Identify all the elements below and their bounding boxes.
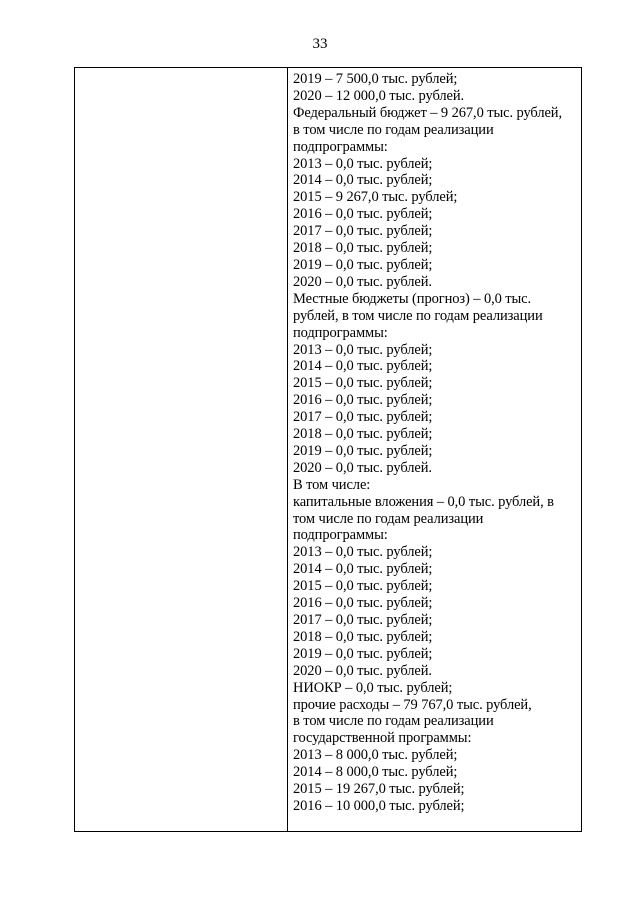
text-line: 2020 – 0,0 тыс. рублей.: [293, 662, 432, 679]
text-line: 2015 – 0,0 тыс. рублей;: [293, 578, 433, 595]
text-line: 2020 – 12 000,0 тыс. рублей.: [293, 87, 465, 104]
text-line: 2013 – 0,0 тыс. рублей;: [293, 544, 433, 561]
text-line: капитальные вложения – 0,0 тыс. рублей, в: [293, 493, 554, 510]
page-number: 33: [312, 36, 328, 52]
text-line: Федеральный бюджет – 9 267,0 тыс. рублей,: [293, 104, 562, 121]
text-line: том числе по годам реализации: [293, 510, 484, 527]
text-line: НИОКР – 0,0 тыс. рублей;: [293, 679, 453, 696]
text-line: 2016 – 0,0 тыс. рублей;: [293, 392, 433, 409]
text-line: 2016 – 10 000,0 тыс. рублей;: [293, 797, 465, 814]
funding-table: [74, 67, 582, 832]
text-line: рублей, в том числе по годам реализации: [293, 307, 543, 324]
text-line: 2014 – 8 000,0 тыс. рублей;: [293, 764, 458, 781]
text-line: 2016 – 0,0 тыс. рублей;: [293, 595, 433, 612]
table-left-cell: [75, 68, 287, 831]
column-divider: [287, 68, 288, 831]
text-line: 2015 – 9 267,0 тыс. рублей;: [293, 189, 458, 206]
text-line: подпрограммы:: [293, 527, 388, 544]
text-line: подпрограммы:: [293, 138, 388, 155]
text-line: 2017 – 0,0 тыс. рублей;: [293, 612, 433, 628]
text-line: 2020 – 0,0 тыс. рублей.: [293, 273, 432, 290]
text-line: 2017 – 0,0 тыс. рублей;: [293, 409, 433, 426]
text-line: 2018 – 0,0 тыс. рублей;: [293, 628, 433, 645]
text-line: прочие расходы – 79 767,0 тыс. рублей,: [293, 696, 532, 713]
text-line: государственной программы:: [293, 730, 472, 747]
text-line: 2015 – 0,0 тыс. рублей;: [293, 375, 433, 392]
text-line: 2019 – 7 500,0 тыс. рублей;: [293, 71, 458, 87]
text-line: В том числе:: [293, 476, 371, 493]
text-line: в том числе по годам реализации: [293, 121, 494, 138]
text-line: 2017 – 0,0 тыс. рублей;: [293, 223, 433, 240]
text-line: 2014 – 0,0 тыс. рублей;: [293, 358, 433, 375]
text-line: 2018 – 0,0 тыс. рублей;: [293, 426, 433, 443]
text-line: 2013 – 0,0 тыс. рублей;: [293, 341, 433, 358]
text-line: 2019 – 0,0 тыс. рублей;: [293, 256, 433, 273]
text-line: 2018 – 0,0 тыс. рублей;: [293, 240, 433, 257]
text-line: Местные бюджеты (прогноз) – 0,0 тыс.: [293, 290, 532, 307]
text-line: подпрограммы:: [293, 324, 388, 341]
text-line: 2014 – 0,0 тыс. рублей;: [293, 561, 433, 578]
table-right-cell: [293, 71, 579, 815]
text-line: 2013 – 0,0 тыс. рублей;: [293, 155, 433, 172]
text-line: 2013 – 8 000,0 тыс. рублей;: [293, 747, 458, 764]
text-line: 2019 – 0,0 тыс. рублей;: [293, 442, 433, 459]
text-line: 2015 – 19 267,0 тыс. рублей;: [293, 781, 465, 798]
text-line: в том числе по годам реализации: [293, 713, 494, 730]
text-line: 2014 – 0,0 тыс. рублей;: [293, 172, 433, 189]
text-line: 2020 – 0,0 тыс. рублей.: [293, 459, 432, 476]
text-line: 2016 – 0,0 тыс. рублей;: [293, 206, 433, 223]
text-line: 2019 – 0,0 тыс. рублей;: [293, 645, 433, 662]
